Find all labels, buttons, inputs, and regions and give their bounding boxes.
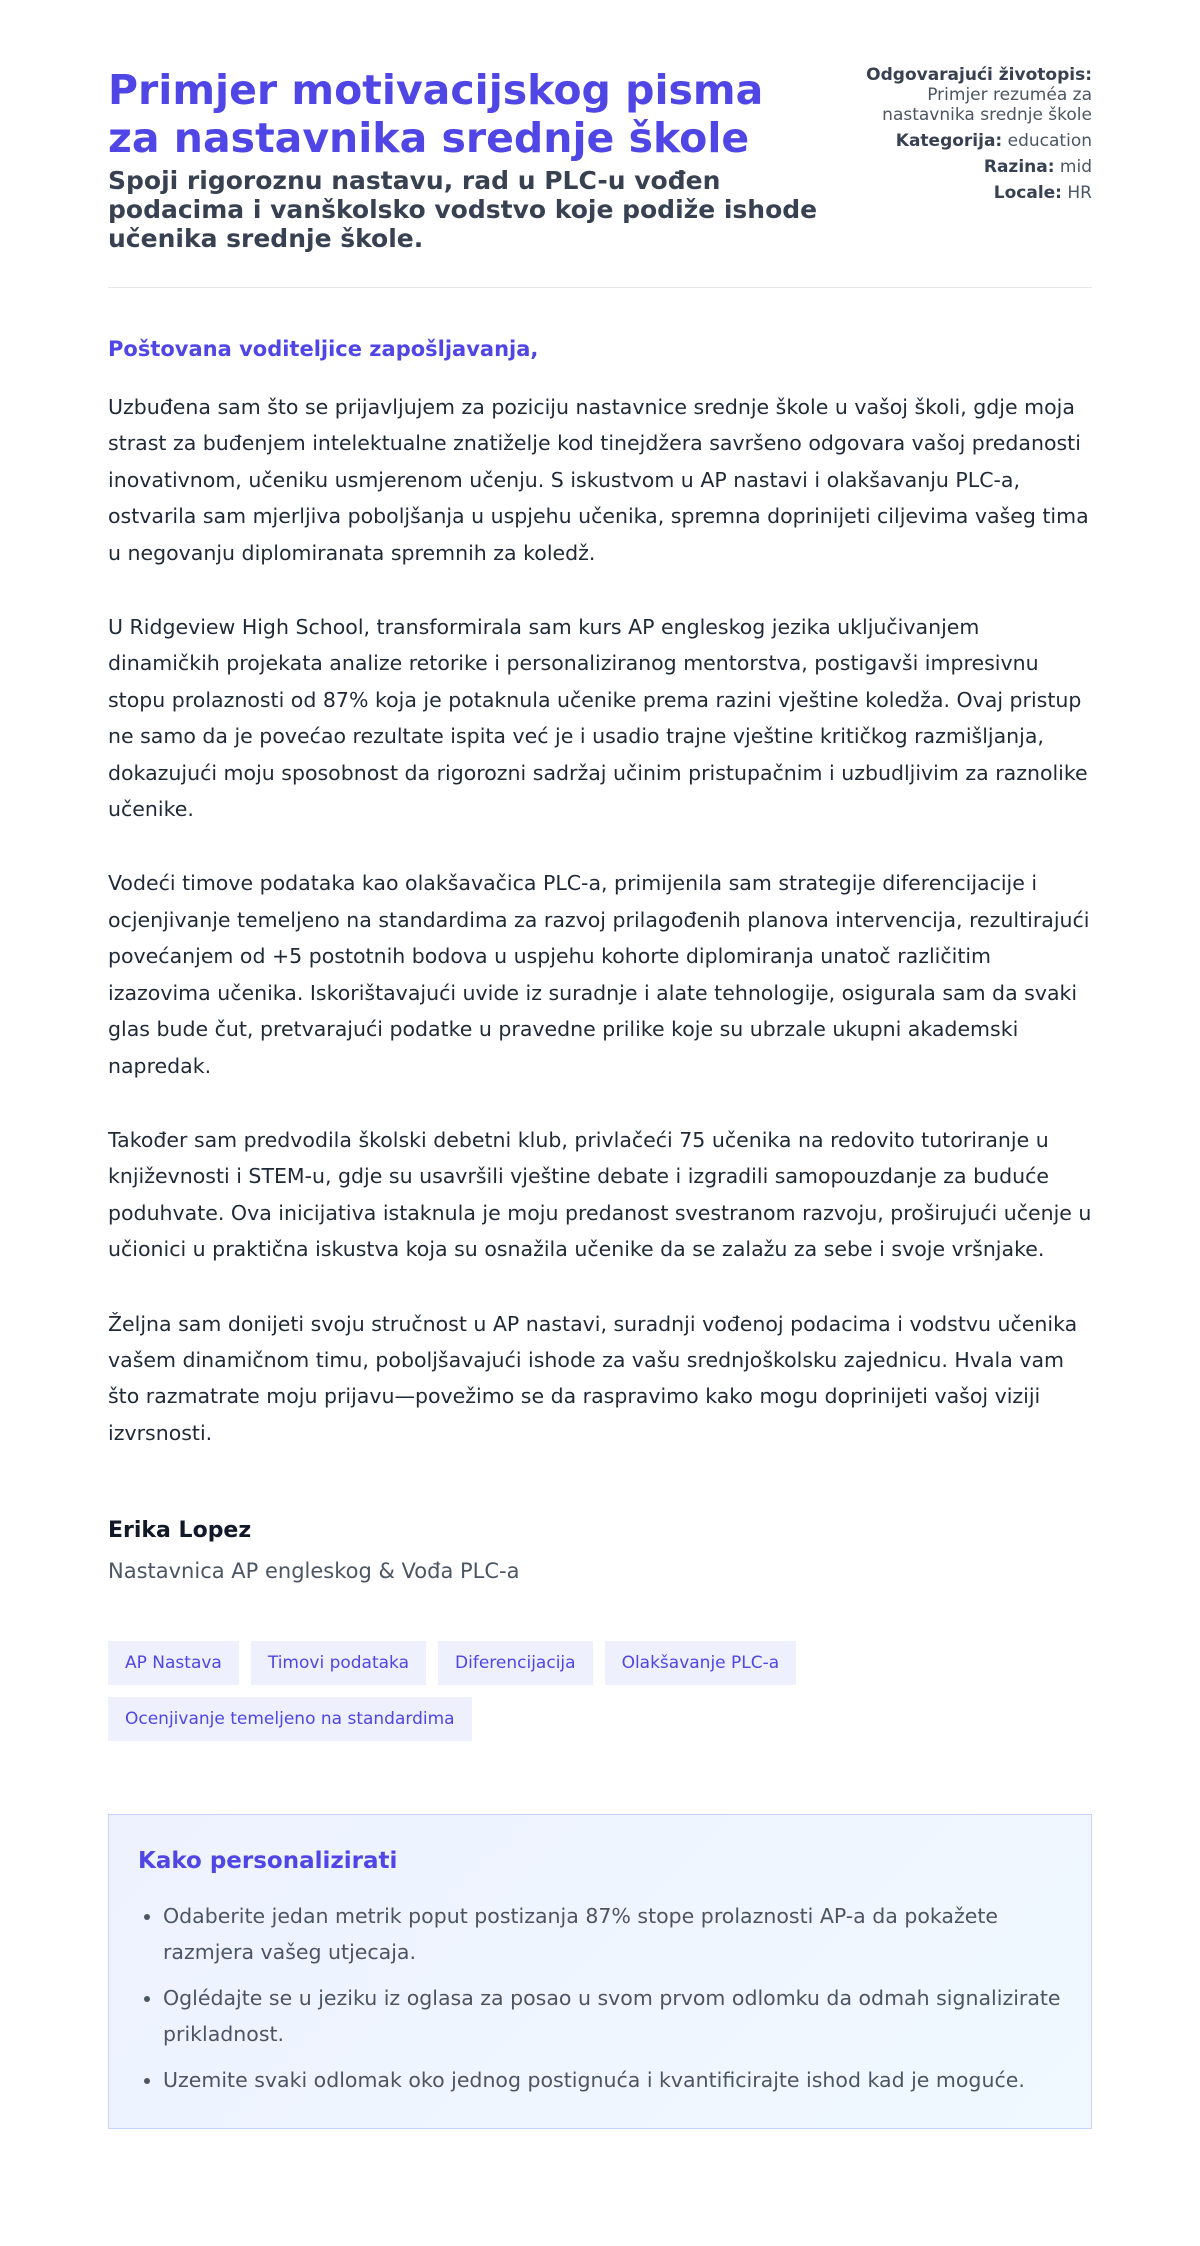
- tips-list: [138, 1898, 1062, 2098]
- meta-category-value: education: [1007, 131, 1092, 151]
- tips-item: • Uzemite svaki odlomak oko jednog postignuća i kvantificirajte ishod kad je moguće.: [163, 2062, 1062, 2098]
- skill-tag: Diferencijacija: [438, 1641, 593, 1685]
- skill-tag: Ocenjivanje temeljeno na standardima: [108, 1697, 472, 1741]
- tips-title: Kako personalizirati: [138, 1848, 398, 1875]
- skill-tag: AP Nastava: [108, 1641, 239, 1685]
- page-subtitle: Spoji rigoroznu nastavu, rad u PLC-u vođen podacima i vanškolsko vodstvo koje podiže ishode učenika srednje škole.: [108, 166, 818, 253]
- meta-resume-key: Odgovarajući životopis:: [866, 65, 1092, 85]
- letter-salutation: Poštovana voditeljice zapošljavanja,: [108, 337, 539, 361]
- cover-letter-page: [108, 0, 1092, 2129]
- title-block: [108, 66, 828, 253]
- meta-category-key: Kategorija:: [895, 131, 1003, 151]
- skill-tags: [108, 1641, 1092, 1741]
- meta-level-value: mid: [1059, 157, 1092, 177]
- meta-locale-key: Locale:: [993, 183, 1062, 203]
- meta-panel: [842, 65, 1092, 209]
- meta-level: [842, 157, 1092, 177]
- meta-resume-link[interactable]: Primjer rezuméa za nastavnika srednje škole: [882, 85, 1092, 125]
- personalize-tips-box: [108, 1814, 1092, 2129]
- signature-role: Nastavnica AP engleskog & Vođa PLC-a: [108, 1559, 520, 1584]
- meta-resume: [842, 65, 1092, 125]
- letter-paragraph: Također sam predvodila školski debetni klub, privlačeći 75 učenika na redovito tutoriranje u književnosti i STEM-u, gdje su usavršili vještine debate i izgradili samopouzdanje za buduće poduhvate. Ova inicijativa istaknula je moju predanost svestranom razvoju, proširujući učenje u učionici u praktična iskustva koja su osnažila učenike da se zalažu za sebe i svoje vršnjake.: [108, 1127, 1092, 1262]
- skill-tag: Timovi podataka: [251, 1641, 426, 1685]
- page-header: [108, 66, 1092, 288]
- tips-item: • Odaberite jedan metrik poput postizanja 87% stope prolaznosti AP-a da pokažete razmjera vašeg utjecaja.: [163, 1898, 1062, 1970]
- letter-paragraph: U Ridgeview High School, transformirala sam kurs AP engleskog jezika uključivanjem dinamičkih projekata analize retorike i personaliziranog mentorstva, postigavši impresivnu stopu prolaznosti od 87% koja je potaknula učenike prema razini vještine koledža. Ovaj pristup ne samo da je povećao rezultate ispita već je i usadio trajne vještine kritičkog razmišljanja, dokazujući moju sposobnost da rigorozni sadržaj učinim pristupačnim i uzbudljivim za raznolike učenike.: [108, 615, 1088, 822]
- meta-level-key: Razina:: [983, 157, 1055, 177]
- meta-locale: [842, 183, 1092, 203]
- letter-paragraph: Vodeći timove podataka kao olakšavačica PLC-a, primijenila sam strategije diferencijacije i ocjenjivanje temeljeno na standardima za razvoj prilagođenih planova intervencija, rezultirajući povećanjem od +5 postotnih bodova u uspjehu kohorte diplomiranja unatoč različitim izazovima učenika. Iskorištavajući uvide iz suradnje i alate tehnologije, osigurala sam da svaki glas bude čut, pretvarajući podatke u pravedne prilike koje su ubrzale ukupni akademski napredak.: [108, 871, 1090, 1078]
- letter-paragraph: Željna sam donijeti svoju stručnost u AP nastavi, suradnji vođenoj podacima i vodstvu učenika vašem dinamičnom timu, poboljšavajući ishode za vašu srednjoškolsku zajednicu. Hvala vam što razmatrate moju prijavu—povežimo se da raspravimo kako mogu doprinijeti vašoj viziji izvrsnosti.: [108, 1311, 1078, 1445]
- letter-paragraph: Uzbuđena sam što se prijavljujem za poziciju nastavnice srednje škole u vašoj školi, gdje moja strast za buđenjem intelektualne znatiželje kod tinejdžera savršeno odgovara vašoj predanosti inovativnom, učeniku usmjerenom učenju. S iskustvom u AP nastavi i olakšavanju PLC-a, ostvarila sam mjerljiva poboljšanja u uspjehu učenika, spremna doprinijeti ciljevima vašeg tima u negovanju diplomiranata spremnih za koledž.: [108, 395, 1089, 565]
- tips-item: • Oglédajte se u jeziku iz oglasa za posao u svom prvom odlomku da odmah signalizirate prikladnost.: [163, 1980, 1062, 2052]
- page-title: Primjer motivacijskog pisma za nastavnika srednje škole: [108, 66, 764, 162]
- skill-tag: Olakšavanje PLC-a: [605, 1641, 797, 1685]
- letter-body: [108, 389, 1092, 1451]
- meta-category: [842, 131, 1092, 151]
- signature-block: [108, 1517, 1092, 1585]
- meta-locale-value: HR: [1067, 183, 1092, 203]
- signature-name: Erika Lopez: [108, 1518, 252, 1544]
